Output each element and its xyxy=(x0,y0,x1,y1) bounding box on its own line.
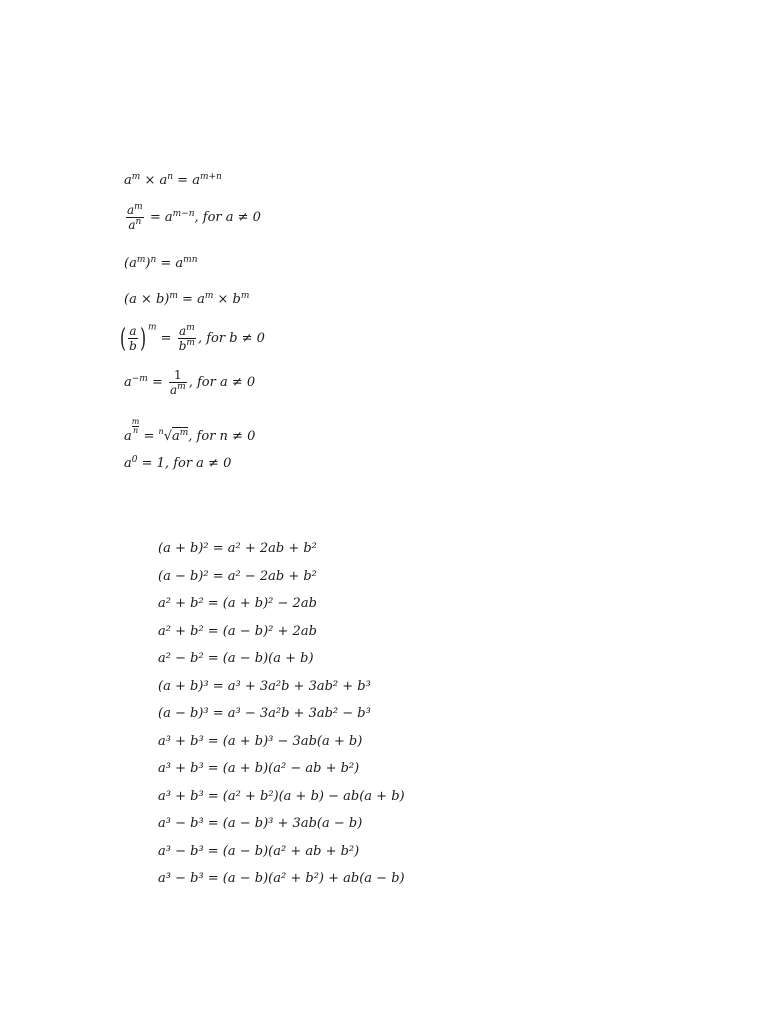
identity-line: (a − b)³ = a³ − 3a²b + 3ab² − b³ xyxy=(158,706,371,721)
law-quotient-of-powers xyxy=(124,203,261,232)
law2-rhs-exp: m−n xyxy=(172,209,195,220)
law3-rhs: = a xyxy=(160,256,184,271)
law1-rhs: = a xyxy=(177,173,200,188)
law8-rest: = 1, for a ≠ 0 xyxy=(137,456,232,471)
law2-condition: , for a ≠ 0 xyxy=(194,210,261,225)
law-fractional-exponent: a $^{\frac{m}{n}}$ = $^n√a^m$, for n ≠ 0 xyxy=(124,417,256,445)
law4-rhs2: × b xyxy=(213,292,241,307)
law6-condition: , for a ≠ 0 xyxy=(188,375,256,390)
law-negative-exponent: $a^{-m}$ = $\frac{1}{a^m}$ , for a ≠ 0 xyxy=(124,368,256,397)
identity-line: a² − b² = (a − b)(a + b) xyxy=(158,651,314,666)
identity-line: (a − b)² = a² − 2ab + b² xyxy=(158,569,317,584)
law4-rhs-exp1: m xyxy=(204,291,214,302)
law4-rhs: = a xyxy=(177,292,205,307)
law2-fraction: $\frac{a^m}{a^n}$ xyxy=(127,202,143,232)
identity-line: a² + b² = (a − b)² + 2ab xyxy=(158,624,317,639)
identity-line: a³ + b³ = (a + b)³ − 3ab(a + b) xyxy=(158,734,363,749)
law5-condition: , for b ≠ 0 xyxy=(197,331,265,346)
law-power-of-product: $(a \times b)^m = a^m \times b^m$ xyxy=(124,291,250,307)
law-product-of-powers: $a^m \times a^n = a^{m+n}$ xyxy=(124,172,222,188)
identity-line: (a + b)² = a² + 2ab + b² xyxy=(158,541,317,556)
law3-rhs-exp: mn xyxy=(183,255,198,266)
law7-condition: , for n ≠ 0 xyxy=(188,429,256,445)
identity-line: (a + b)³ = a³ + 3a²b + 3ab² + b³ xyxy=(158,679,371,694)
law4-rhs-exp2: m xyxy=(240,291,250,302)
law1-rhs-exp: m+n xyxy=(199,172,222,183)
law-power-of-power: $(a^m)^n = a^{mn}$ xyxy=(124,255,198,271)
identity-line: a³ + b³ = (a + b)(a² − ab + b²) xyxy=(158,761,360,776)
law4-base: (a × b) xyxy=(124,292,170,307)
identity-line: a³ − b³ = (a − b)(a² + ab + b²) xyxy=(158,844,360,859)
law-zero-exponent xyxy=(124,456,231,472)
law-power-of-quotient: ( $\frac{a}{b}$ ) $^m$ = $\frac{a^m}{b^m}$ , for b ≠ 0 xyxy=(120,322,265,354)
identity-line: a² + b² = (a + b)² − 2ab xyxy=(158,596,317,611)
law2-rhs: = a xyxy=(149,210,173,225)
identity-line: a³ + b³ = (a² + b²)(a + b) − ab(a + b) xyxy=(158,789,405,804)
law8-exp: 0 xyxy=(131,455,138,466)
law8-base: a xyxy=(124,456,132,471)
identity-line: a³ − b³ = (a − b)(a² + b²) + ab(a − b) xyxy=(158,871,405,886)
identity-line: a³ − b³ = (a − b)³ + 3ab(a − b) xyxy=(158,816,363,831)
